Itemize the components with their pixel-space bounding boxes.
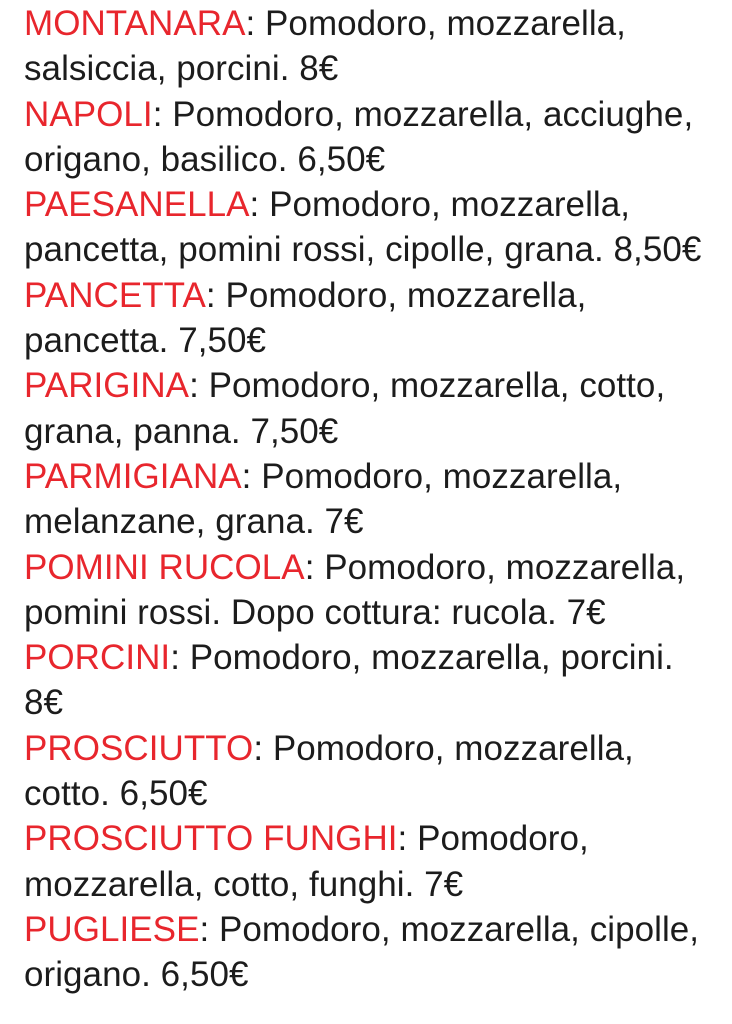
menu-item-prosciutto	[24, 726, 722, 817]
menu-item-description: : Pomodoro, mozzarella, pancetta, pomini rossi, cipolle, grana. 8,50€	[24, 185, 702, 270]
menu-item-name: PROSCIUTTO FUNGHI	[24, 819, 398, 859]
menu-item-name: POMINI RUCOLA	[24, 547, 305, 587]
menu-item-description: : Pomodoro, mozzarella, cotto. 6,50€	[24, 728, 634, 814]
menu-item-description: : Pomodoro, mozzarella, cotto, grana, panna. 7,50€	[24, 366, 666, 451]
menu-item-description: : Pomodoro, mozzarella, acciughe, origano, basilico. 6,50€	[24, 94, 694, 179]
menu-item-name: PROSCIUTTO	[24, 728, 254, 768]
menu-item-pugliese	[24, 907, 722, 998]
menu-item-pancetta	[24, 273, 722, 364]
menu-item-napoli	[24, 92, 722, 183]
menu-item-name: PUGLIESE	[24, 909, 200, 949]
menu-item-description: : Pomodoro, mozzarella, salsiccia, porcini. 8€	[24, 4, 626, 89]
menu-item-name: PARIGINA	[24, 366, 190, 406]
menu-item-paesanella	[24, 182, 722, 273]
menu-item-porcini	[24, 635, 722, 726]
menu-item-name: PAESANELLA	[24, 185, 250, 225]
menu-item-description: : Pomodoro, mozzarella, porcini. 8€	[24, 638, 674, 723]
menu-item-prosciutto-funghi	[24, 816, 722, 907]
menu-item-description: : Pomodoro, mozzarella, pomini rossi. Dopo cottura: rucola. 7€	[24, 547, 686, 632]
menu-item-description: : Pomodoro, mozzarella, cotto, funghi. 7€	[24, 819, 589, 904]
menu-item-montanara	[24, 1, 722, 92]
menu-item-description: : Pomodoro, mozzarella, melanzane, grana. 7€	[24, 456, 623, 542]
menu-item-pomini-rucola	[24, 545, 722, 636]
menu-item-parigina	[24, 363, 722, 454]
menu-item-parmigiana	[24, 454, 722, 545]
menu-item-description: : Pomodoro, mozzarella, pancetta. 7,50€	[24, 275, 587, 361]
menu-item-name: PANCETTA	[24, 275, 206, 315]
menu-item-description: : Pomodoro, mozzarella, cipolle, origano. 6,50€	[24, 909, 700, 995]
menu-item-name: PARMIGIANA	[24, 456, 242, 496]
menu-item-name: PORCINI	[24, 638, 171, 678]
menu-item-name: MONTANARA	[24, 4, 246, 43]
menu-item-name: NAPOLI	[24, 94, 153, 134]
